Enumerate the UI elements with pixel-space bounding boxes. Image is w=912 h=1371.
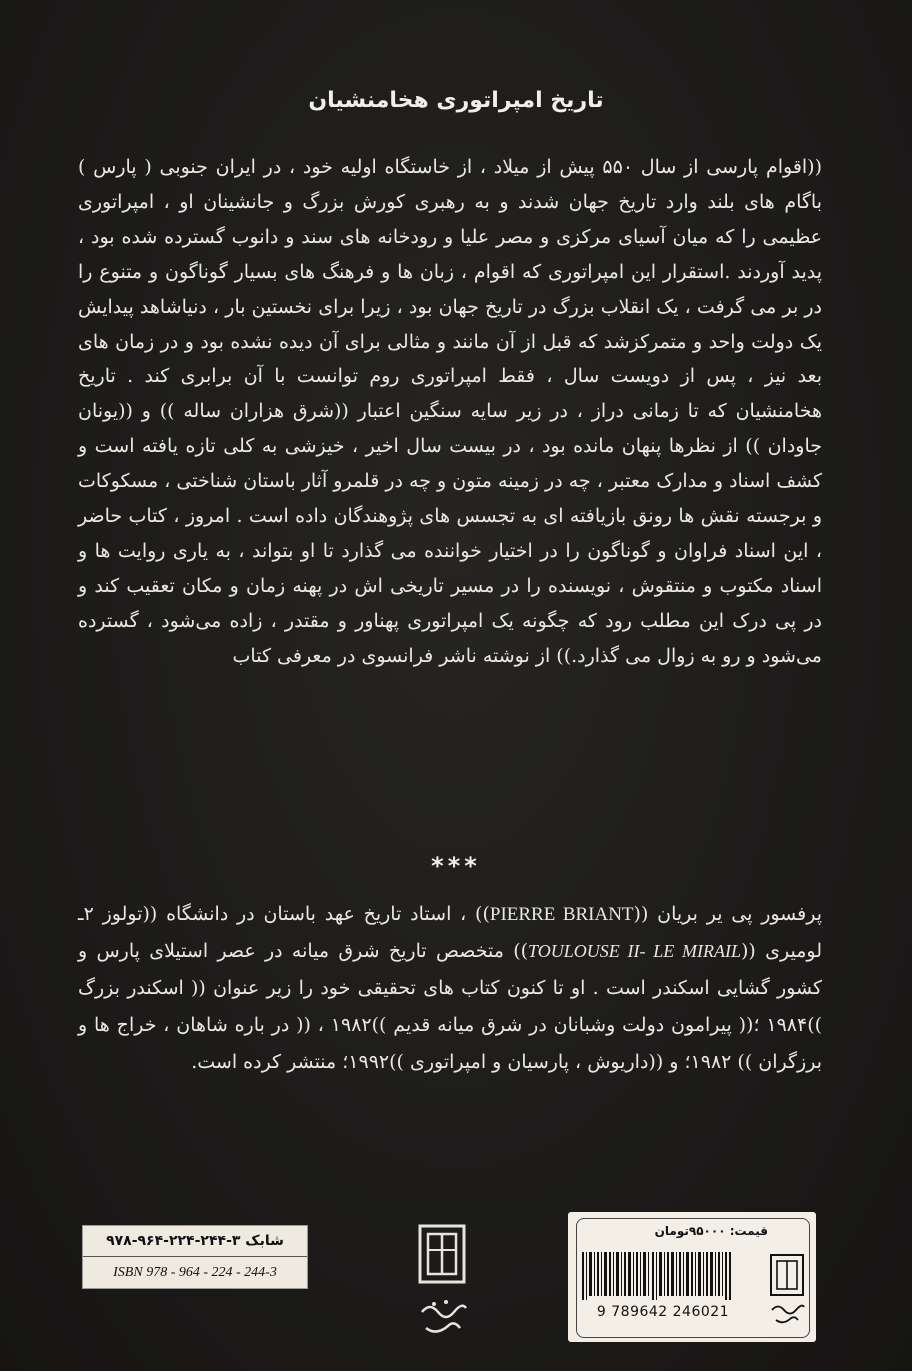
- barcode-number: 9 789642 246021: [596, 1304, 730, 1320]
- blurb-paragraph: ((اقوام پارسی از سال ۵۵۰ پیش از میلاد ، از خاستگاه اولیه خود ، در ایران جنوبی ( پارس ) باگام های بلند وارد تاریخ جهان شدند و به رهبری کورش بزرگ و جانشینان او ، امپراتوری عظیمی را که میان آسیای مرکزی و مصر علیا و رودخانه های سند و دانوب گسترده شده بود ، پدید آوردند .استقرار این امپراتوری که اقوام ، زبان ها و فرهنگ های بسیار گوناگون و متنوع را در بر می گرفت ، یک انقلاب بزرگ در تاریخ جهان بود ، زیرا برای نخستین بار ، دنیاشاهد پیدایش یک دولت واحد و متمرکزشد که قبل از آن مانند و مثالی برای آن دیده نشده بود و در زمان های بعد نیز ، پس از دویست سال ، فقط امپراتوری روم توانست با آن برابری کند . تاریخ هخامنشیان که تا زمانی دراز ، در زیر سایه سنگین اعتبار ((شرق هزاران ساله )) و ((یونان جاودان )) از نظرها پنهان مانده بود ، در بیست سال اخیر ، خیزشی به کلی تازه یافته است و کشف اسناد و مدارک معتبر ، چه در زمینه متون و چه در قلمرو آثار باستان شناختی ، مسکوکات و برجسته نقش ها رونق بازیافته ای به تجسس های پژوهندگان داده است . امروز ، کتاب حاضر ، این اسناد فراوان و گوناگون را در اختیار خواننده می گذارد تا او بتواند ، به یاری روایت ها و اسناد مکتوب و منتقوش ، نویسنده را در مسیر تاریخی اش در پهنه زمان و مکان تعقیب کند و در پی درک این مطلب رود که چگونه یک امپراتوری پهناور و مقتدر ، زاده می‌شود ، گسترده می‌شود و رو به زوال می گذارد.)) از نوشته ناشر فرانسوی در معرفی کتاب: [78, 156, 822, 667]
- isbn-latin: ISBN 978 - 964 - 224 - 244-3: [113, 1265, 277, 1280]
- price-sticker: [568, 1212, 816, 1342]
- section-separator: ***: [431, 852, 481, 880]
- book-title: تاریخ امپراتوری هخامنشیان: [308, 88, 604, 113]
- isbn-box: [82, 1225, 308, 1289]
- publisher-logo-icon: [412, 1220, 472, 1360]
- sticker-publisher-logo-icon: [768, 1252, 806, 1326]
- university-latin-name: TOULOUSE II- LE MIRAIL: [528, 941, 741, 961]
- author-bio-part-2: )) ، استاد تاریخ عهد باستان در دانشگاه ((تولوز ۲ـ لومیری ((: [78, 903, 822, 962]
- publisher-logo: [412, 1220, 472, 1360]
- price-label: قیمت: ۹۵۰۰۰تومان: [654, 1224, 768, 1238]
- author-bio-part-3: )) متخصص تاریخ شرق میانه در عصر استیلای پارس و کشور گشایی اسکندر است . او تا کنون کتاب های تحقیقی خود را زیر عنوان (( اسکندر بزرگ ))۱۹۸۴ ؛(( پیرامون دولت وشبانان در شرق میانه قدیم ))۱۹۸۲ ، (( در باره شاهان ، خراج ها و برزگران )) ۱۹۸۲؛ و ((داریوش ، پارسیان و امپراتوری ))۱۹۹۲؛ منتشر کرده است.: [78, 940, 823, 1073]
- isbn-persian: شابک ۳-۲۴۴-۲۲۴-۹۶۴-۹۷۸: [83, 1226, 307, 1257]
- author-bio-paragraph: [78, 896, 822, 1081]
- author-latin-name: PIERRE BRIANT: [489, 904, 634, 925]
- author-bio-part-1: پرفسور پی یر بریان ((: [633, 903, 822, 925]
- barcode-icon: [582, 1252, 732, 1300]
